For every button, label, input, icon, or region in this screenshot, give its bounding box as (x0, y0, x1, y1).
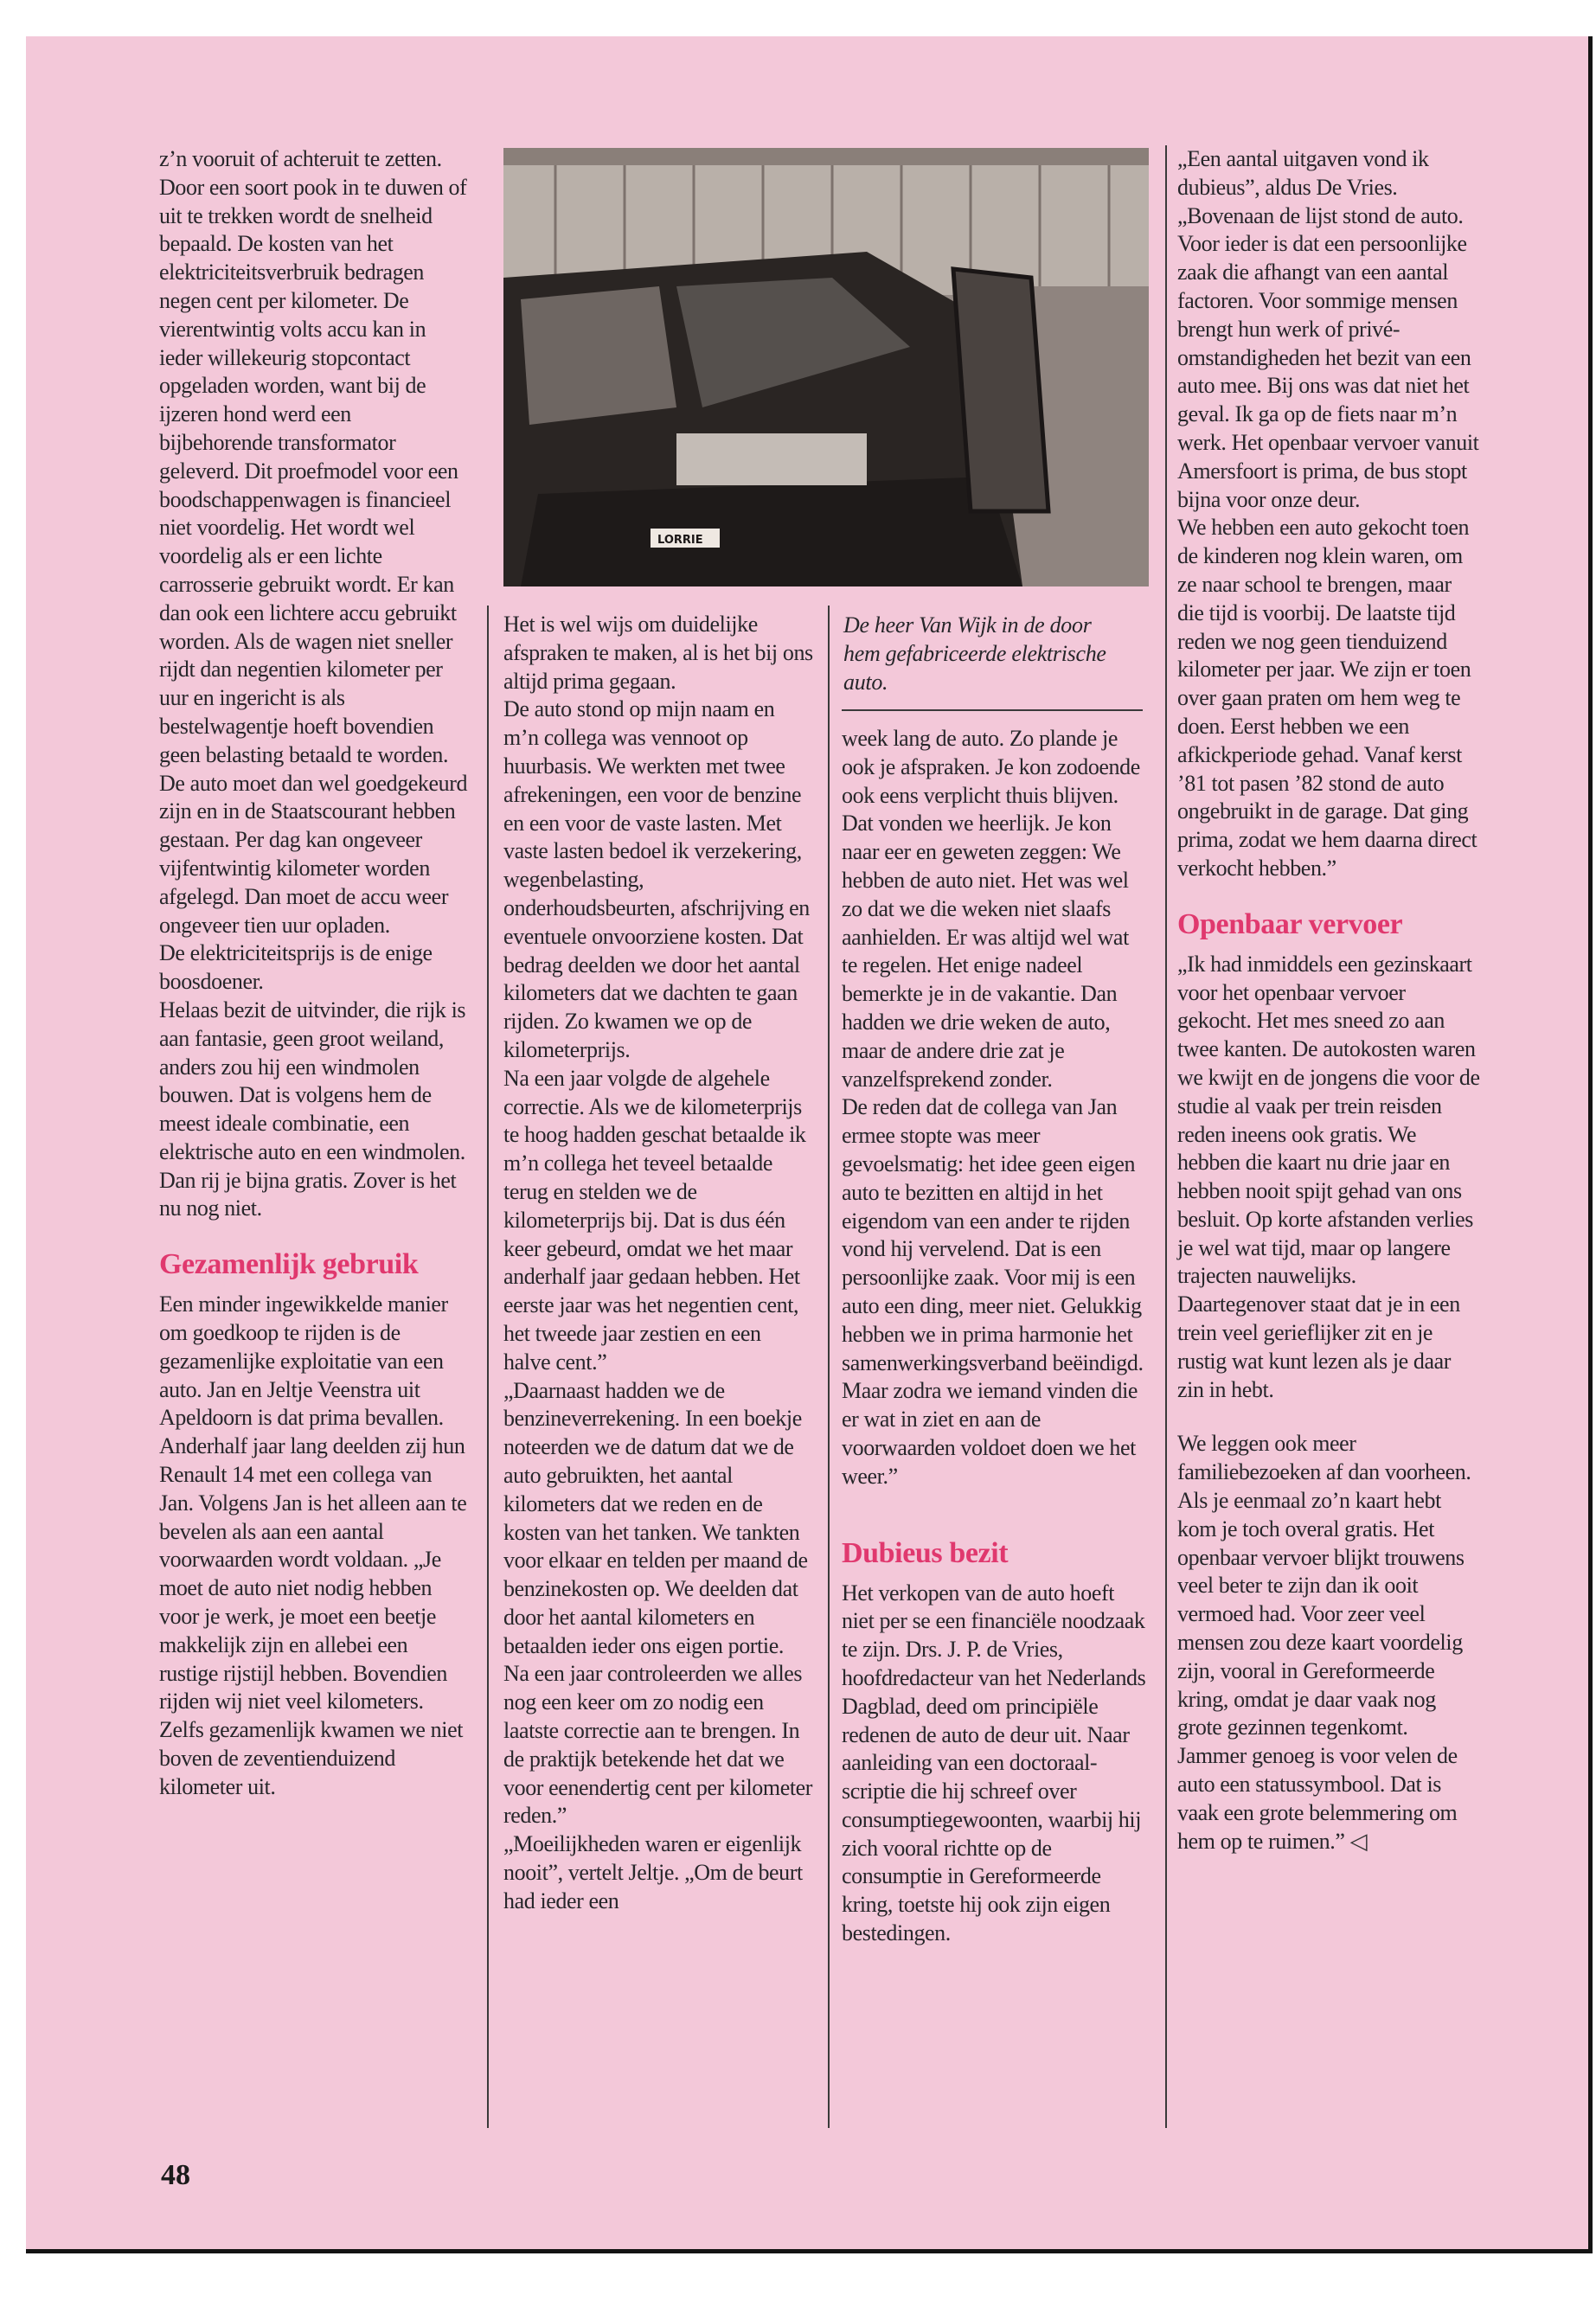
col1-paragraph-3: Helaas bezit de uitvinder, die rijk is aan fantasie, geen groot weiland, anders zou hij een windmolen bouwen. Dat is volgens hem de meest ideale combinatie, een elektrische auto en een windmolen. Dan rij je bijna gratis. Zover is het nu nog niet. (159, 997, 466, 1221)
caption-rule (842, 709, 1143, 711)
photo-caption: De heer Van Wijk in de door hem gefabriceerde elektrische auto. (843, 612, 1106, 695)
column-4 (1177, 145, 1482, 1856)
column-divider (1165, 145, 1167, 2128)
column-1 (159, 145, 469, 1802)
col4-paragraph-4: We leggen ook meer familiebezoeken af dan voorheen. Als je eenmaal zo’n kaart hebt kom je toch overal gratis. Het openbaar vervoer blijkt trouwens veel beter te zijn dan ik ooit vermoed had. Voor zeer veel mensen zou deze kaart voordelig zijn, vooral in Gereformeerde kring, omdat je daar vaak nog grote gezinnen tegenkomt. Jammer genoeg is voor velen de auto een statussymbool. Dat is vaak een grote belemmering om hem op te ruimen.” (1177, 1431, 1471, 1854)
photo-car (503, 148, 1149, 586)
heading-gezamenlijk-gebruik: Gezamenlijk gebruik (159, 1248, 419, 1281)
col4-paragraph-1: „Een aantal uitgaven vond ik dubieus”, aldus De Vries. „Bovenaan de lijst stond de auto. Voor ieder is dat een persoonlijke zaak die afhangt van een aantal factoren. Voor sommige mensen brengt hun werk of privé-omstandigheden het bezit van een auto mee. Bij ons was dat niet het geval. Ik ga op de fiets naar m’n werk. Het openbaar vervoer vanuit Amersfoort is prima, de bus stopt bijna voor onze deur. (1177, 146, 1479, 512)
col4-paragraph-3: „Ik had inmiddels een gezinskaart voor het openbaar vervoer gekocht. Het mes sneed zo aan twee kanten. De autokosten waren we kwijt en de jongens die voor de studie al vaak per trein reisden reden ineens ook gratis. We hebben die kaart nu drie jaar en hebben nooit spijt gehad van ons besluit. Op korte afstanden verlies je wel wat tijd, maar op langere trajecten nauwelijks. Daartegenover staat dat je in een trein veel gerieflijker zit en je rustig wat kunt lezen als je daar zin in hebt. (1177, 951, 1480, 1402)
col2-paragraph-4: „Daarnaast hadden we de benzineverrekening. In een boekje noteerden we de datum dat we de auto gebruikten, het aantal kilometers dat we reden en de kosten van het tanken. We tankten voor elkaar en telden per maand de benzinekosten op. We deelden dat door het aantal kilometers en betaalden ieder ons eigen portie. Na een jaar controleerden we alles nog een keer om zo nodig een laatste correctie aan te brengen. In de praktijk betekende het dat we voor eenendertig cent per kilometer reden.” (503, 1377, 813, 1829)
col2-paragraph-2: De auto stond op mijn naam en m’n collega was vennoot op huurbasis. We werkten met twee afrekeningen, een voor de benzine en een voor de vaste lasten. Met vaste lasten bedoel ik verzekering, wegenbelasting, onderhoudsbeurten, afschrijving en eventuele onvoorziene kosten. Dat bedrag deelden we door het aantal kilometers dat we dachten te gaan rijden. Zo kwamen we op de kilometerprijs. (503, 696, 810, 1062)
col1-paragraph-2: De elektriciteitsprijs is de enige boosdoener. (159, 940, 433, 995)
heading-dubieus-bezit: Dubieus bezit (842, 1536, 1009, 1569)
col2-paragraph-5: „Moeilijkheden waren er eigenlijk nooit”, vertelt Jeltje. „Om de beurt had ieder een (503, 1831, 803, 1913)
col2-paragraph-3: Na een jaar volgde de algehele correctie. Als we de kilometerprijs te hoog hadden geschat betaalde ik m’n collega het teveel betaalde terug en stelden we de kilometerprijs bij. Dat is dus één keer gebeurd, omdat we het maar anderhalf jaar gedaan hebben. Het eerste jaar was het negentien cent, het tweede jaar zestien en een halve cent.” (503, 1065, 806, 1375)
col3-paragraph-2: De reden dat de collega van Jan ermee stopte was meer gevoelsmatig: het idee geen eigen auto te bezitten en altijd in het eigendom van een ander te rijden vond hij vervelend. Dat is een persoonlijke zaak. Voor mij is een auto een ding, meer niet. Gelukkig hebben we in prima harmonie het samenwerkingsverband beëindigd. Maar zodra we iemand vinden die er wat in ziet en aan de voorwaarden voldoet doen we het weer.” (842, 1094, 1144, 1489)
col3-paragraph-1: week lang de auto. Zo plande je ook je afspraken. Je kon zodoende ook eens verplicht thuis blijven. Dat vonden we heerlijk. Je kon naar eer en geweten zeggen: We hebben de auto niet. Het was wel zo dat we die weken niet slaafs aanhielden. Er was altijd wel wat te regelen. Het enige nadeel bemerkte je in de vakantie. Dan hadden we drie weken de auto, maar de andere drie zat je vanzelfsprekend zonder. (842, 726, 1140, 1092)
col2-paragraph-1: Het is wel wijs om duidelijke afspraken te maken, al is het bij ons altijd prima gegaan. (503, 612, 813, 694)
photo-illustration (503, 148, 1149, 586)
end-of-article-mark: ◁ (1349, 1828, 1368, 1854)
heading-openbaar-vervoer: Openbaar vervoer (1177, 907, 1403, 940)
plate-text: LORRIE (657, 534, 703, 547)
col4-paragraph-2: We hebben een auto gekocht toen de kinderen nog klein waren, om ze naar school te brengen, maar die tijd is voorbij. De laatste tijd reden we nog geen tienduizend kilometer per jaar. We zijn er toen over gaan praten om hem weg te doen. Eerst hebben we een afkickperiode gehad. Vanaf kerst ’81 tot pasen ’82 stond de auto ongebruikt in de garage. Dat ging prima, zodat we hem daarna direct verkocht hebben.” (1177, 515, 1477, 881)
col1-paragraph-4: Een minder ingewikkelde manier om goedkoop te rijden is de gezamenlijke exploitatie van een auto. Jan en Jeltje Veenstra uit Apeldoorn is dat prima bevallen. Anderhalf jaar lang deelden zij hun Renault 14 met een collega van Jan. Volgens Jan is het alleen aan te bevelen als aan een aantal voorwaarden wordt voldaan. „Je moet de auto niet nodig hebben voor je werk, je moet een beetje makkelijk zijn en allebei een rustige rijstijl hebben. Bovendien rijden wij niet veel kilometers. Zelfs gezamenlijk kwamen we niet boven de zeventienduizend kilometer uit. (159, 1292, 467, 1799)
col1-paragraph-1: z’n vooruit of achteruit te zetten. Door een soort pook in te duwen of uit te trekken wordt de snelheid bepaald. De kosten van het elektriciteitsverbruik bedragen negen cent per kilometer. De vierentwintig volts accu kan in ieder willekeurig stopcontact opgeladen worden, want bij de ijzeren hond werd een bijbehorende transformator geleverd. Dit proefmodel voor een boodschappenwagen is financieel niet voordelig. Het wordt wel voordelig als er een lichte carrosserie gebruikt wordt. Er kan dan ook een lichtere accu gebruikt worden. Als de wagen niet sneller rijdt dan negentien kilometer per uur en ingericht is als bestelwagentje hoeft bovendien geen belasting betaald te worden. De auto moet dan wel goedgekeurd zijn en in de Staatscourant hebben gestaan. Per dag kan ongeveer vijfentwintig kilometer worden afgelegd. Dan moet de accu weer ongeveer tien uur opladen. (159, 146, 468, 938)
column-divider (828, 606, 830, 2128)
column-3 (842, 725, 1146, 1948)
column-divider (487, 606, 489, 2128)
page-number: 48 (161, 2159, 190, 2191)
col3-paragraph-3: Het verkopen van de auto hoeft niet per se een financiële noodzaak te zijn. Drs. J. P. de Vries, hoofdredacteur van het Nederlands Dagblad, deed om principiële redenen de auto de deur uit. Naar aanleiding van een doctoraal-scriptie die hij schreef over consumptiegewoonten, waarbij hij zich vooral richtte op de consumptie in Gereformeerde kring, toetste hij ook zijn eigen bestedingen. (842, 1580, 1146, 1946)
column-2 (503, 611, 813, 1916)
